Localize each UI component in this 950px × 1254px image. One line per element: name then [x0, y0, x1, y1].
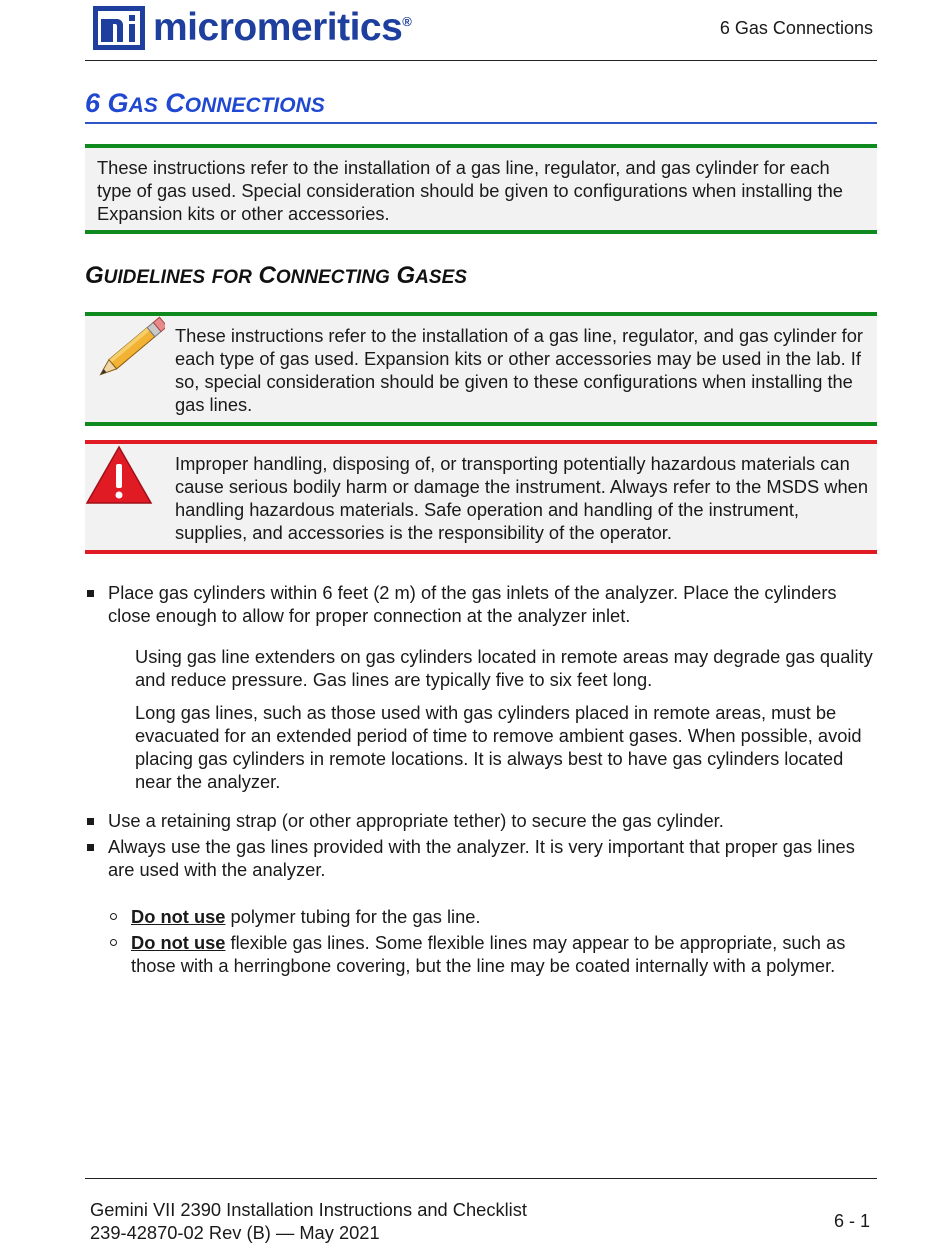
intro-text: These instructions refer to the installation of a gas line, regulator, and gas cylinder for each type of gas used. Special consideration should be given to configurations when installing the Expansion kits or other accessories. — [97, 157, 843, 224]
warning-box — [85, 440, 877, 554]
note-text: These instructions refer to the installation of a gas line, regulator, and gas cylinder for each type of gas used. Expansion kits or other accessories may be used in the lab. If so, special consideration should be given to these configurations when installing the gas lines. — [175, 325, 863, 415]
header-chapter-title: 6 Gas Connections — [719, 18, 873, 38]
bullet-circle-icon — [110, 939, 117, 946]
footer-divider — [85, 1178, 877, 1179]
pencil-icon — [85, 316, 165, 396]
bullet-square-icon — [87, 844, 94, 851]
paragraph: Long gas lines, such as those used with gas cylinders placed in remote areas, must be evacuated for an extended period of time to remove ambient gases. When possible, avoid placing gas cylinders in remote locations. It is always best to have gas cylinders located near the analyzer. — [135, 702, 862, 792]
logo-wordmark: micromeritics® — [153, 6, 412, 49]
bullet-square-icon — [87, 590, 94, 597]
sub-list-item-text: Do not use flexible gas lines. Some flexible lines may appear to be appropriate, such as those with a herringbone covering, but the line may be coated internally with a polymer. — [131, 932, 846, 976]
warning-text: Improper handling, disposing of, or transporting potentially hazardous materials can cause serious bodily harm or damage the instrument. Always refer to the MSDS when handling hazardous materials. Safe operation and handling of the instrument, supplies, and accessories is the responsibility of the operator. — [175, 453, 868, 543]
page-header — [85, 0, 877, 61]
sub-list-item-text: Do not use polymer tubing for the gas line. — [131, 906, 481, 927]
list-item-text: Use a retaining strap (or other appropriate tether) to secure the gas cylinder. — [108, 810, 724, 831]
bullet-circle-icon — [110, 913, 117, 920]
paragraph: Using gas line extenders on gas cylinders located in remote areas may degrade gas quality and reduce pressure. Gas lines are typically five to six feet long. — [135, 646, 873, 690]
note-box — [85, 312, 877, 426]
page-footer — [90, 1198, 527, 1244]
bullet-square-icon — [87, 818, 94, 825]
page-number: 6 - 1 — [833, 1211, 870, 1231]
chapter-heading: 6 GAS CONNECTIONS — [85, 84, 877, 124]
list-item-text: Place gas cylinders within 6 feet (2 m) of the gas inlets of the analyzer. Place the cylinders close enough to allow for proper connection at the analyzer inlet. — [108, 582, 837, 626]
list-item-text: Always use the gas lines provided with the analyzer. It is very important that proper gas lines are used with the analyzer. — [108, 836, 855, 880]
footer-title: Gemini VII 2390 Installation Instructions and Checklist — [90, 1199, 527, 1220]
warning-triangle-icon — [85, 444, 155, 514]
section-heading: GUIDELINES FOR CONNECTING GASES — [85, 262, 467, 289]
logo-mark-icon — [93, 6, 145, 50]
footer-doc-number: 239-42870-02 Rev (B) — May 2021 — [90, 1222, 380, 1243]
intro-box — [85, 144, 877, 234]
micromeritics-logo — [93, 6, 411, 50]
